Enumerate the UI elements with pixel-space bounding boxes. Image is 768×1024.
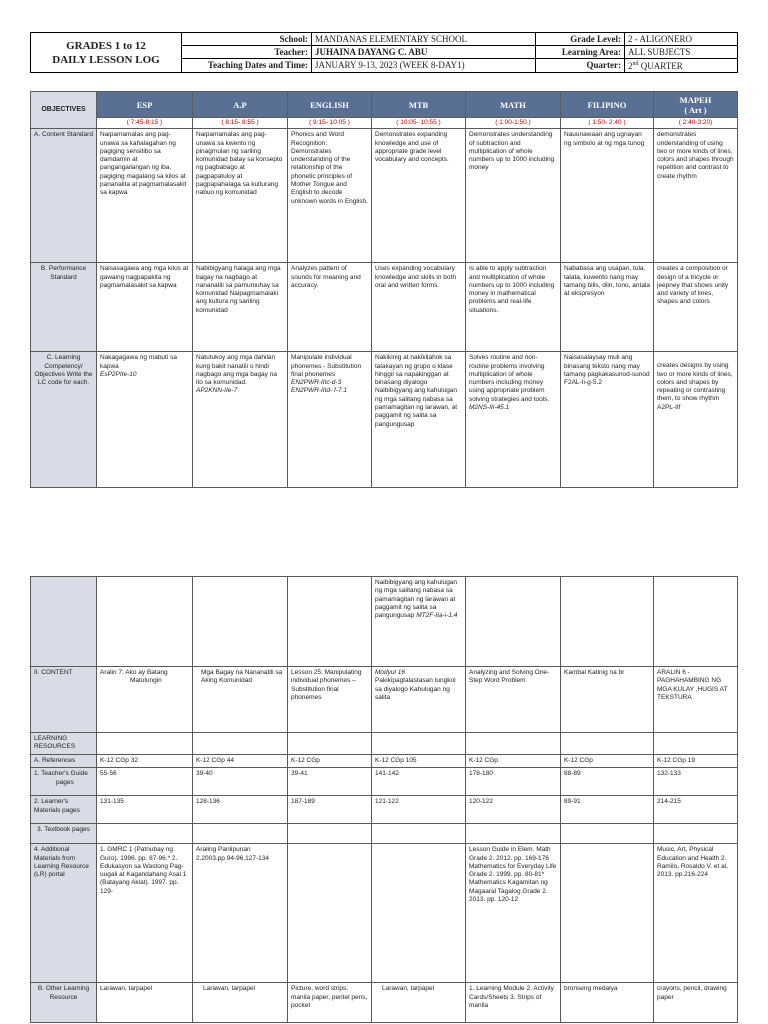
- cell-competency-mtb: Nakikinig at nakikilahok sa talakayan ng grupo o klase hinggil sa napakinggan at binasang diyalogo Naibibigyang ang kahulugan ng mga salitang nabasa sa pamamagitan ng larawan, at paggamit ng salita sa pangungusap: [372, 352, 466, 488]
- time-math: ( 1:00-1:50 ): [466, 118, 561, 129]
- cell-competency-mapeh: creates designs by using two or more kinds of lines, colors and shapes by repeating or contrasting them, to show rhythm A2PL-IIf: [654, 352, 738, 488]
- row-label-learning-resources: LEARNING RESOURCES: [31, 733, 97, 755]
- cell-content-standard-mtb: Demonstrates expanding knowledge and use of appropriate grade level vocabulary and concepts.: [372, 129, 466, 263]
- row-label-additional-materials: 4. Additional Materials from Learning Resource (LR) portal: [31, 844, 97, 983]
- cell-content-standard-mapeh: demonstrates understanding of using two or more kinds of lines, colors and shapes through repetition and contrast to create rhythm: [654, 129, 738, 263]
- cell-tg-esp: 55-56: [97, 768, 193, 796]
- empty-cell: [654, 577, 738, 667]
- cell-other-math: 1. Learning Module 2. Activity Cards/Sheets 3. Strips of manila: [466, 983, 561, 1023]
- cell-lm-mapeh: 214-215: [654, 796, 738, 824]
- cell-performance-math: Is able to apply subtraction and multiplication of whole numbers up to 1000 including money in mathematical problems and real-life situations.: [466, 263, 561, 352]
- cell-other-mtb: Larawan, tarpapel: [372, 983, 466, 1023]
- cell-lm-filipino: 89-91: [561, 796, 654, 824]
- row-label-content: II. CONTENT: [31, 667, 97, 733]
- grade-value: 2 - ALIGONERO: [625, 33, 738, 46]
- school-label: School:: [182, 33, 312, 46]
- cell-lm-esp: 131-135: [97, 796, 193, 824]
- cell-additional-ap: Araling Panlipunan 2.2003.pp.94-96,127-134: [193, 844, 288, 983]
- subject-filipino: FILIPINO: [561, 92, 654, 118]
- subject-esp: ESP: [97, 92, 193, 118]
- empty-cell: [561, 824, 654, 844]
- cell-references-math: K-12 CGp: [466, 755, 561, 768]
- empty-cell: [193, 733, 288, 755]
- subject-mapeh: MAPEH ( Art ): [654, 92, 738, 118]
- subject-mtb: MTB: [372, 92, 466, 118]
- cell-lm-mtb: 121-122: [372, 796, 466, 824]
- other-resources-row: [31, 983, 738, 1023]
- content-standard-row: [31, 129, 738, 263]
- time-esp: ( 7:45-8:15 ): [97, 118, 193, 129]
- empty-cell: [97, 824, 193, 844]
- cell-content-math: Analyzing and Solving One-Step Word Problem: [466, 667, 561, 733]
- cell-tg-ap: 39-40: [193, 768, 288, 796]
- quarter-value: 2nd QUARTER: [625, 59, 738, 73]
- cell-content-standard-math: Demonstrates understanding of subtraction and multiplication of whole numbers up to 1000 including money: [466, 129, 561, 263]
- additional-materials-row: [31, 844, 738, 983]
- empty-cell: [97, 733, 193, 755]
- competency-row: [31, 352, 738, 488]
- cell-content-standard-filipino: Nauunawaan ang ugnayan ng simbolo at ng mga tunog: [561, 129, 654, 263]
- cell-other-esp: Larawan, tarpapel: [97, 983, 193, 1023]
- empty-cell: [288, 577, 372, 667]
- row-label-performance-standard: B. Performance Standard: [31, 263, 97, 352]
- cell-content-english: Lesson 25: Manipulating individual phonemes – Substitution final phonemes: [288, 667, 372, 733]
- area-value: ALL SUBJECTS: [625, 46, 738, 59]
- cell-competency-math: Solves routine and non-routine problems involving multiplication of whole numbers including money using appropriate problem solving strategies and tools. M2NS-IIi-45.1: [466, 352, 561, 488]
- cell-competency-filipino: Naisasalaysay muli ang binasang teksto nang may tamang pagkakasunod-sunod F2AL-Ii-g-5.2: [561, 352, 654, 488]
- textbook-row: [31, 824, 738, 844]
- cell-content-filipino: Kambal Katinig na br: [561, 667, 654, 733]
- time-english: ( 9:15- 10:05 ): [288, 118, 372, 129]
- cell-references-mapeh: K-12 CGp 19: [654, 755, 738, 768]
- cell-competency-ap: Natutukoy ang mga dahilan kung bakit nanatili o hindi nagbago ang mga bagay na ito sa komunidad. AP2KNN-IIe-7: [193, 352, 288, 488]
- subject-math: MATH: [466, 92, 561, 118]
- learning-resources-row: [31, 733, 738, 755]
- content-row: [31, 667, 738, 733]
- empty-cell: [193, 577, 288, 667]
- cell-additional-mapeh: Music, Art, Physical Education and Health 2. Ramilo, Rosaldo V. et al, 2013. pp.216-224: [654, 844, 738, 983]
- cell-additional-math: Lesson Guide in Elem. Math Grade 2. 2012. pp. 169-176 Mathematics for Everyday Life Grade 2. 1999. pp. 80-81* Mathematics Kagamitan ng Magaaral Tagalog Grade 2. 2013. pp. 120-12: [466, 844, 561, 983]
- cell-performance-mapeh: creates a composition or design of a tricycle or jeepney that shows unity and variety of lines, shapes and colors: [654, 263, 738, 352]
- empty-cell: [561, 733, 654, 755]
- cell-lm-english: 187-189: [288, 796, 372, 824]
- cell-content-mtb: Modyul 16 Pakikipagtalastasan tungkol sa diyalogo Kahulugan ng salita: [372, 667, 466, 733]
- cell-references-esp: K-12 CGp 32: [97, 755, 193, 768]
- cell-references-mtb: K-12 CGp 105: [372, 755, 466, 768]
- cell-content-standard-esp: Naipamamalas ang pag-unawa sa kahalagahan ng pagiging sensitibo sa damdamin at pangangailangan ng iba, pagiging magalang sa kilos at pananalita at pagmamalasakit sa kapwa: [97, 129, 193, 263]
- teachers-guide-row: [31, 768, 738, 796]
- content-resources-table: [30, 576, 738, 1023]
- row-label-references: A. References: [31, 755, 97, 768]
- empty-cell: [466, 824, 561, 844]
- row-label-content-standard: A. Content Standard: [31, 129, 97, 263]
- empty-cell: [288, 733, 372, 755]
- cell-other-english: Picture, word strips, manila paper, pentel pens, pocket: [288, 983, 372, 1023]
- subject-ap: A.P: [193, 92, 288, 118]
- teacher-value: JUHAINA DAYANG C. ABU: [312, 46, 536, 59]
- cell-lm-ap: 128-136: [193, 796, 288, 824]
- dates-label: Teaching Dates and Time:: [182, 59, 312, 73]
- empty-cell: [466, 733, 561, 755]
- cell-other-mapeh: crayons, pencil, drawing paper: [654, 983, 738, 1023]
- cell-content-standard-ap: Naipamamalas ang pag-unawa sa kwento ng pinagmulan ng sariling komunidad batay sa konsepto ng pagbabago at pagpapatuloy at pagpapahalaga sa kulturang nabuo ng komunidad: [193, 129, 288, 263]
- cell-content-mapeh: ARALIN 6 - PAGHAHAMBING NG MGA KULAY ,HUGIS AT TEKSTURA: [654, 667, 738, 733]
- cell-tg-mtb: 141-142: [372, 768, 466, 796]
- objectives-table: [30, 91, 738, 488]
- row-label-other-resources: B. Other Learning Resource: [31, 983, 97, 1023]
- time-mapeh: ( 2:40-3:20): [654, 118, 738, 129]
- cell-references-ap: K-12 CGp 44: [193, 755, 288, 768]
- cell-tg-math: 178-180: [466, 768, 561, 796]
- empty-cell: [288, 824, 372, 844]
- cell-content-esp: Aralin 7: Ako ay Batang Matulungin: [97, 667, 193, 733]
- empty-cell: [466, 577, 561, 667]
- mtb-continuation-row: [31, 577, 738, 667]
- cell-tg-filipino: 88-89: [561, 768, 654, 796]
- header-table: [30, 32, 738, 73]
- cell-references-english: K-12 CGp: [288, 755, 372, 768]
- row-label-learners-materials: 2. Learner's Materials pages: [31, 796, 97, 824]
- performance-standard-row: [31, 263, 738, 352]
- quarter-label: Quarter:: [536, 59, 625, 73]
- cell-other-filipino: bronseng medalya: [561, 983, 654, 1023]
- empty-cell: [288, 844, 372, 983]
- school-value: MANDANAS ELEMENTARY SCHOOL: [312, 33, 536, 46]
- time-mtb: ( 10:05- 10:55 ): [372, 118, 466, 129]
- grade-label: Grade Level:: [536, 33, 625, 46]
- cell-other-ap: Larawan, tarpapel: [193, 983, 288, 1023]
- cell-performance-english: Analyzes pattern of sounds for meaning and accuracy.: [288, 263, 372, 352]
- references-row: [31, 755, 738, 768]
- empty-cell: [372, 733, 466, 755]
- empty-cell: [561, 577, 654, 667]
- time-ap: ( 8:15- 8:55 ): [193, 118, 288, 129]
- cell-performance-filipino: Nababasa ang usapan, tula, talata, kuwento nang may tamang bilis, diin, tono, antala at ekspresyon: [561, 263, 654, 352]
- cell-performance-mtb: Uses expanding vocabulary knowledge and skills in both oral and written forms.: [372, 263, 466, 352]
- cell-performance-ap: Nabibigyang halaga ang mga bagay na nagbago at nananatili sa pamumuhay sa komunidad Naipagmamalaki ang kultura ng sariling komunidad: [193, 263, 288, 352]
- cell-mtb-continuation: Naibibigyang ang kahulugan ng mga salitang nabasa sa pamamagitan ng larawan at paggamit ng salita sa pangungusap MT2F-IIa-i-1.4: [372, 577, 466, 667]
- cell-tg-mapeh: 132-133: [654, 768, 738, 796]
- cell-tg-english: 39-41: [288, 768, 372, 796]
- cell-competency-esp: Nakagagawa ng mabuti sa kapwa EsP2PIIe-10: [97, 352, 193, 488]
- cell-competency-english: Manipulate individual phonemes - Substitution final phonemes EN2PWR-IIIc-d-3 EN2PWR-IIId- f-7.1: [288, 352, 372, 488]
- cell-performance-esp: Naisasagawa ang mga kilos at gawaing nagpapakita ng pagmamalasakit sa kapwa: [97, 263, 193, 352]
- cell-content-standard-english: Phonics and Word Recognition: Demonstrates understanding of the relationship of the phonetic principles of Mother Tongue and English to decode unknown words in English.: [288, 129, 372, 263]
- cell-content-ap: Mga Bagay na Nananatili sa Aking Komunidad: [193, 667, 288, 733]
- dates-value: JANUARY 9-13, 2023 (WEEK 8-DAY1): [312, 59, 536, 73]
- empty-cell: [654, 733, 738, 755]
- row-label-teachers-guide: 1. Teacher's Guide pages: [31, 768, 97, 796]
- time-filipino: ( 1:50- 2:40 ): [561, 118, 654, 129]
- area-label: Learning Area:: [536, 46, 625, 59]
- learners-materials-row: [31, 796, 738, 824]
- row-label-textbook: 3. Textbook pages: [31, 824, 97, 844]
- empty-cell: [372, 824, 466, 844]
- empty-cell: [372, 844, 466, 983]
- empty-cell: [561, 844, 654, 983]
- cell-additional-esp: 1. GMRC 1 (Patnubay ng Guro). 1996. pp. 87-96.* 2. Edukasyon sa Wastong Pag-uugali at Kagandahang Asal 1 (Batayang Aklat). 1997. pp. 129-: [97, 844, 193, 983]
- teacher-label: Teacher:: [182, 46, 312, 59]
- cell-references-filipino: K-12 CGp: [561, 755, 654, 768]
- row-label-competency: C. Learning Competency/ Objectives Write the LC code for each.: [31, 352, 97, 488]
- empty-cell: [97, 577, 193, 667]
- subject-english: ENGLISH: [288, 92, 372, 118]
- cell-lm-math: 120-122: [466, 796, 561, 824]
- continuation-label-cell: [31, 577, 97, 667]
- document-title: GRADES 1 to 12 DAILY LESSON LOG: [31, 33, 182, 73]
- empty-cell: [193, 824, 288, 844]
- objectives-label: OBJECTIVES: [31, 92, 97, 129]
- empty-cell: [654, 824, 738, 844]
